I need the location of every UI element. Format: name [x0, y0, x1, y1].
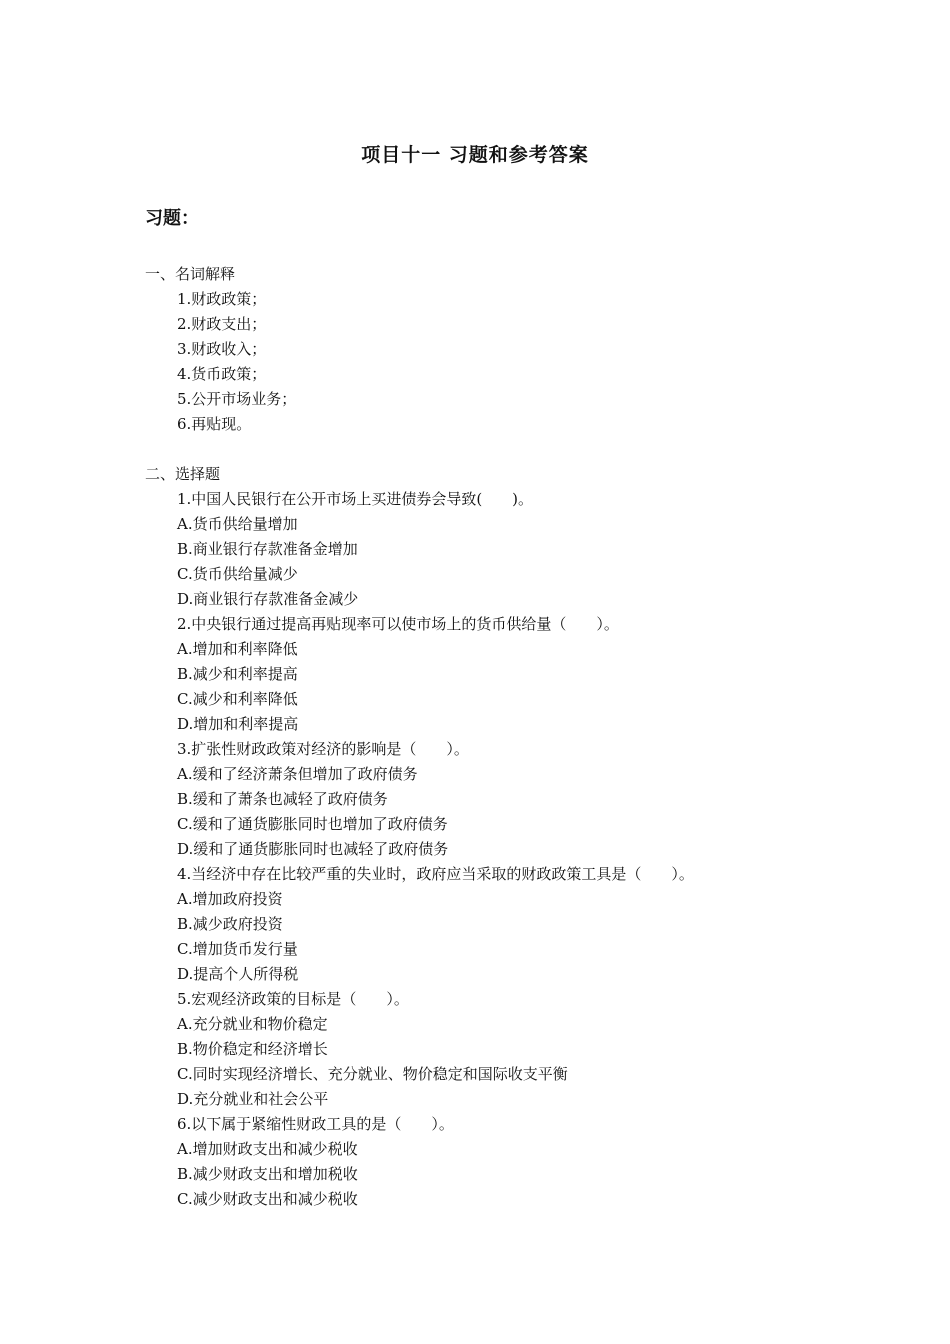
- option-item: D.增加和利率提高: [177, 715, 299, 733]
- option-item: A.缓和了经济萧条但增加了政府债务: [177, 765, 418, 783]
- option-item: C.减少财政支出和减少税收: [177, 1190, 358, 1208]
- option-item: B.减少和利率提高: [177, 665, 298, 683]
- option-item: A.增加政府投资: [177, 890, 283, 908]
- question-item: 6.以下属于紧缩性财政工具的是（ ）。: [177, 1115, 454, 1133]
- question-item: 5.宏观经济政策的目标是（ ）。: [177, 990, 409, 1008]
- option-item: C.同时实现经济增长、充分就业、物价稳定和国际收支平衡: [177, 1065, 568, 1083]
- option-item: A.增加和利率降低: [177, 640, 298, 658]
- part-heading: 习题：: [145, 208, 199, 229]
- option-item: A.充分就业和物价稳定: [177, 1015, 328, 1033]
- list-item: 3.财政收入；: [177, 340, 267, 358]
- option-item: D.充分就业和社会公平: [177, 1090, 329, 1108]
- option-item: B.减少财政支出和增加税收: [177, 1165, 358, 1183]
- section-title: 一、名词解释: [145, 265, 236, 283]
- section-title: 二、选择题: [145, 465, 221, 483]
- option-item: A.增加财政支出和减少税收: [177, 1140, 358, 1158]
- option-item: C.减少和利率降低: [177, 690, 298, 708]
- option-item: C.缓和了通货膨胀同时也增加了政府债务: [177, 815, 448, 833]
- list-item: 6.再贴现。: [177, 415, 252, 433]
- option-item: B.物价稳定和经济增长: [177, 1040, 328, 1058]
- list-item: 4.货币政策；: [177, 365, 267, 383]
- option-item: D.商业银行存款准备金减少: [177, 590, 359, 608]
- section-multiple-choice: [145, 462, 905, 1212]
- list-item: 1.财政政策；: [177, 290, 267, 308]
- option-item: B.减少政府投资: [177, 915, 283, 933]
- question-item: 2.中央银行通过提高再贴现率可以使市场上的货币供给量（ ）。: [177, 615, 619, 633]
- option-item: B.缓和了萧条也减轻了政府债务: [177, 790, 388, 808]
- option-item: A.货币供给量增加: [177, 515, 298, 533]
- option-item: B.商业银行存款准备金增加: [177, 540, 358, 558]
- list-item: 2.财政支出；: [177, 315, 267, 333]
- list-item: 5.公开市场业务；: [177, 390, 297, 408]
- option-item: C.增加货币发行量: [177, 940, 298, 958]
- option-item: D.缓和了通货膨胀同时也减轻了政府债务: [177, 840, 449, 858]
- document-title: 项目十一 习题和参考答案: [361, 144, 589, 166]
- option-item: D.提高个人所得税: [177, 965, 299, 983]
- question-item: 3.扩张性财政政策对经济的影响是（ ）。: [177, 740, 469, 758]
- question-item: 1.中国人民银行在公开市场上买进债券会导致( )。: [177, 490, 534, 508]
- option-item: C.货币供给量减少: [177, 565, 298, 583]
- question-item: 4.当经济中存在比较严重的失业时，政府应当采取的财政政策工具是（ ）。: [177, 865, 694, 883]
- section-term-definitions: [145, 262, 905, 437]
